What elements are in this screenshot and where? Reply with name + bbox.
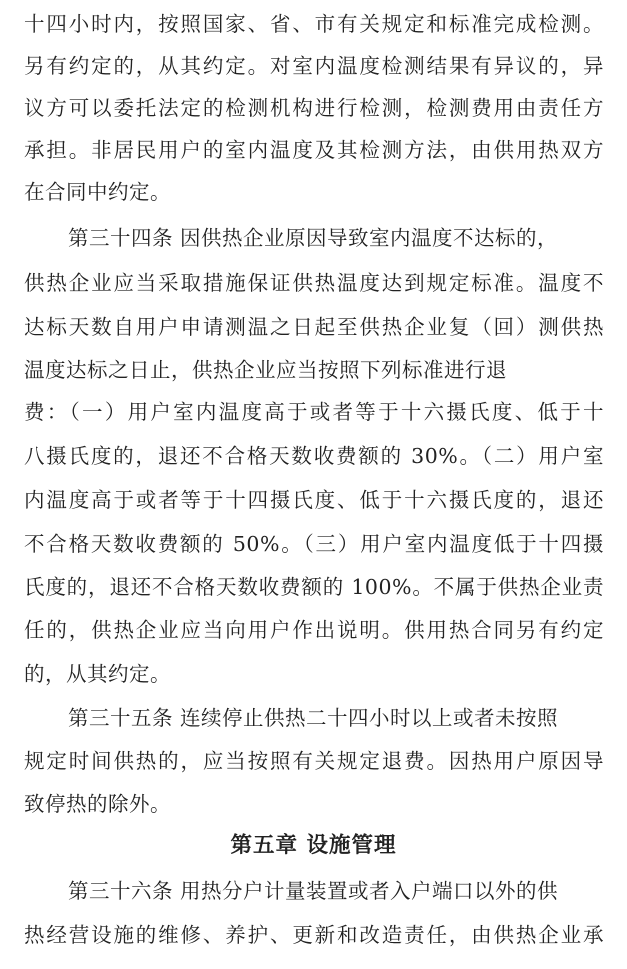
text-line: 十四小时内，按照国家、省、市有关规定和标准完成检测。 (24, 12, 604, 36)
text-line: 承担。非居民用户的室内温度及其检测方法，由供用热双方 (24, 138, 604, 162)
text-line: 费：（一）用户室内温度高于或者等于十六摄氏度、低于十 (24, 400, 604, 424)
article-34-first-line: 第三十四条 因供热企业原因导致室内温度不达标的， (68, 226, 559, 250)
text-line: 任的，供热企业应当向用户作出说明。供用热合同另有约定 (24, 618, 604, 642)
chapter-heading: 第五章 设施管理 (230, 833, 397, 858)
text-line: 议方可以委托法定的检测机构进行检测，检测费用由责任方 (24, 96, 604, 120)
text-line: 八摄氏度的，退还不合格天数收费额的 30%。（二）用户室 (24, 444, 604, 468)
text-line: 规定时间供热的，应当按照有关规定退费。因热用户原因导 (24, 749, 604, 773)
article-35-first-line: 第三十五条 连续停止供热二十四小时以上或者未按照 (68, 706, 559, 730)
text-line: 达标天数自用户申请测温之日起至供热企业复（回）测供热 (24, 315, 604, 339)
text-line: 温度达标之日止，供热企业应当按照下列标准进行退 (24, 358, 507, 382)
text-line: 的，从其约定。 (24, 662, 171, 686)
text-line: 致停热的除外。 (24, 792, 171, 816)
text-line: 内温度高于或者等于十四摄氏度、低于十六摄氏度的，退还 (24, 488, 604, 512)
text-line: 另有约定的，从其约定。对室内温度检测结果有异议的，异 (24, 54, 604, 78)
text-line: 不合格天数收费额的 50%。（三）用户室内温度低于十四摄 (24, 532, 604, 556)
text-line: 供热企业应当采取措施保证供热温度达到规定标准。温度不 (24, 271, 604, 295)
text-line: 氏度的，退还不合格天数收费额的 100%。不属于供热企业责 (24, 575, 604, 599)
text-line: 热经营设施的维修、养护、更新和改造责任，由供热企业承 (24, 923, 604, 947)
text-line: 在合同中约定。 (24, 180, 171, 204)
article-36-first-line: 第三十六条 用热分户计量装置或者入户端口以外的供 (68, 879, 559, 903)
